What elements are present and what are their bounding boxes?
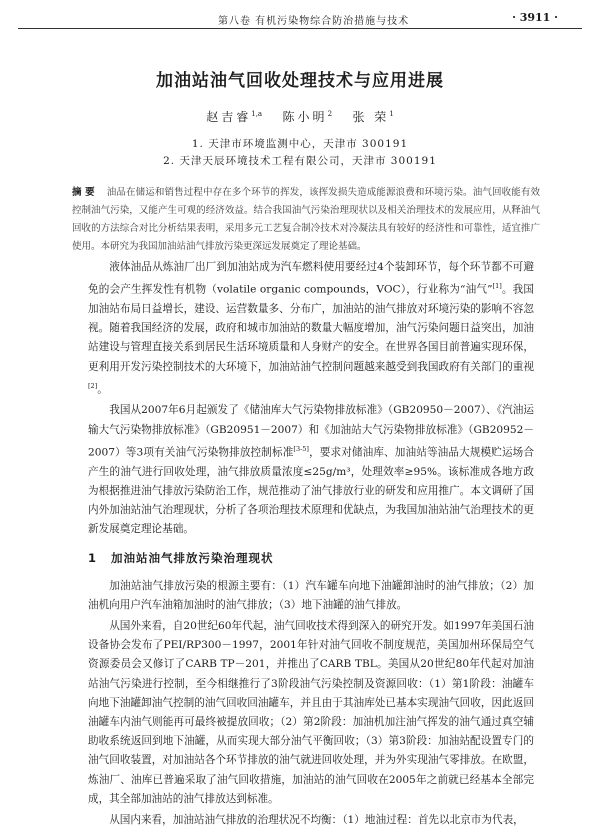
paper-title: 加油站油气回收处理技术与应用进展 <box>156 71 444 91</box>
article-body <box>88 258 534 830</box>
body-paragraph <box>88 401 534 539</box>
body-paragraph <box>88 258 534 399</box>
paragraph-text: 我国从2007年6月起颁发了《储油库大气污染物排放标准》（GB20950－2007）、《汽油运输大气污染物排放标准》（GB20951－2007）和《加油站大气污染物排放标准》（GB20952－2007）等3项有关油气污染物排放控制标准 <box>88 404 534 459</box>
author-superscript: 1 <box>389 110 394 118</box>
abstract-text: 油品在储运和销售过程中存在多个环节的挥发，该挥发损失造成能源浪费和环境污染。油气回收能有效控制油气污染，又能产生可观的经济效益。结合我国油气污染治理现状以及相关治理技术的发展应用，从释油气回收的方法综合对比分析结果表明，采用多元工艺复合制冷技术对冷凝法具有较好的经济性和可靠性，适宜推广使用。本研究为我国加油站油气排放污染更深远发展奠定了理论基础。 <box>72 187 540 252</box>
body-paragraph: 从国内来看，加油站油气排放的治理状况不均衡：（1）地油过程：首先以北京市为代表， <box>109 814 524 827</box>
author-name: 陈小明 <box>282 110 328 124</box>
affiliation-2: 2. 天津天辰环境技术工程有限公司，天津市 300191 <box>163 155 437 167</box>
section-heading <box>88 549 534 568</box>
citation: [1] <box>492 282 502 291</box>
running-header <box>18 4 582 29</box>
section-title: 加油站油气排放污染治理现状 <box>111 551 274 566</box>
author-name: 张 荣 <box>352 110 390 124</box>
body-paragraph: 从国外来看，自20世纪60年代起，油气回收技术得到深入的研究开发。如1997年美国石油设备协会发布了PEI/RP300－1997，2001年针对油气回收不制度规范，美国加州环保局空气资源委员会又修订了CARB TP－201，并推出了CARB TBL。美国从20世纪80年代起对加油站油气污染进行控制，至今相继推行了3阶段油气污染控制及资源回收：（1）第1阶段：油罐车向地下油罐卸油气控制的油气回收回油罐车，并且由于其油库处已基本实现油气回收，因此返回油罐车内油气则能再可最终被提放回收；（2）第2阶段：加油机加注油气挥发的油气通过真空辅助收系统返回到地下油罐，从而实现大部分油气平衡回收；（3）第3阶段：加油站配设置专门的油气回收装置，对加油站各个环节排放的油气就进回收处理，并为外实现油气零排放。在欧盟，炼油厂、油库已普遍采取了油气回收措施，加油站的油气回收在2005年之前就已经基本全部完成，其全部加油站的油气排放达到标准。 <box>88 620 534 805</box>
author-list <box>0 108 600 125</box>
abstract-label: 摘 要 <box>72 187 95 198</box>
affiliation-1: 1. 天津市环境监测中心，天津市 300191 <box>191 138 409 150</box>
section-number: 1 <box>88 551 98 566</box>
paragraph-text: 。我国加油站布局日益增长，建设、运营数量多、分布广，加油站的油气排放对环境污染的影响不容忽视。随着我国经济的发展，政府和城市加油站的数量大幅度增加，油气污染问题日益突出，加油站建设与管理直接关系到居民生活环境质量和人身财产的安全。在世界各国目前普遍实现环保，更利用开发污染控制技术的大环境下，加油站油气控制问题越来越受到我国政府有关部门的重视 <box>88 283 535 373</box>
citation: [3-5] <box>293 444 309 453</box>
page-number: · 3911 · <box>512 11 558 24</box>
author-superscript: 2 <box>327 110 333 118</box>
body-paragraph: 加油站油气排放污染的根源主要有：（1）汽车罐车向地下油罐卸油时的油气排放；（2）加油机向用户汽车油箱加油时的油气排放；（3）地下油罐的油气排放。 <box>88 579 534 611</box>
paragraph-text: 。 <box>97 383 108 396</box>
paragraph-text: ，要求对储油库、加油站等油品大规模贮运场合产生的油气进行回收处理，油气排放质量浓度≤25g/m³，处理效率≥95%。该标准成各地方政为根据推进油气排放污染防治工作，规范推动了油气排放行业的研发和应用推广。本文调研了国内外加油站油气治理现状，分析了各项治理技术原理和优缺点，为我国加油站油气治理技术的更新发展奠定理论基础。 <box>88 446 534 536</box>
author-name: 赵吉睿 <box>206 110 252 124</box>
paragraph-text: 液体油品从炼油厂出厂到加油站成为汽车燃料使用要经过4个装卸环节，每个环节都不可避免的会产生挥发性有机物（volatile organic compounds，VOC），行业称为“油气” <box>88 261 534 296</box>
citation: [2] <box>88 381 98 390</box>
abstract <box>72 184 540 256</box>
running-header-title: 第八卷 有机污染物综合防治措施与技术 <box>218 16 410 27</box>
author-superscript: 1,a <box>251 110 263 118</box>
